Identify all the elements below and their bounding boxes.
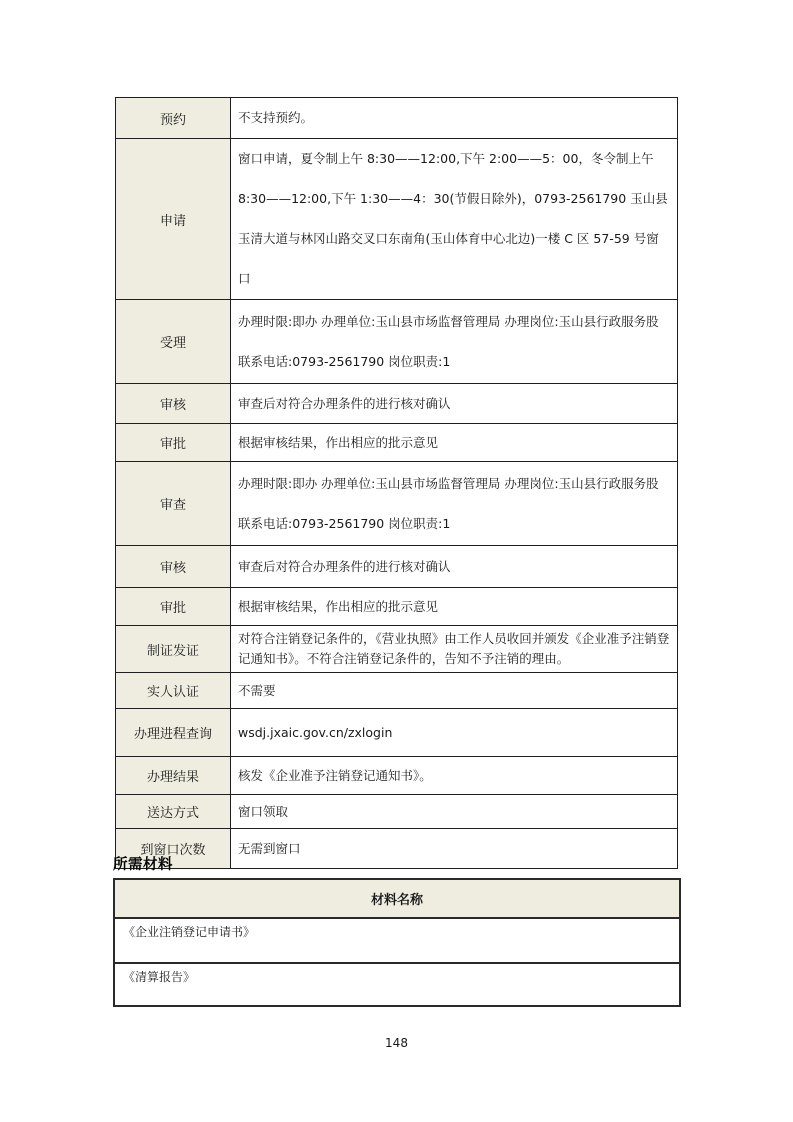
materials-heading: 所需材料 <box>113 857 173 873</box>
table-row <box>116 794 677 828</box>
row-value <box>231 757 677 794</box>
row-value-text: 办理时限:即办 办理单位:玉山县市场监督管理局 办理岗位:玉山县行政服务股 联系电话:0793-2561790 岗位职责:1 <box>238 313 659 369</box>
row-label <box>116 384 231 423</box>
row-label-text: 审查 <box>159 498 186 513</box>
row-value-text: 审查后对符合办理条件的进行核对确认 <box>238 558 451 574</box>
table-row <box>116 672 677 708</box>
row-label-text: 审批 <box>159 601 186 616</box>
row-value <box>231 424 677 461</box>
row-value-text: 办理时限:即办 办理单位:玉山县市场监督管理局 办理岗位:玉山县行政服务股 联系电话:0793-2561790 岗位职责:1 <box>238 475 659 531</box>
row-label-text: 审核 <box>159 398 186 413</box>
table-row <box>116 756 677 794</box>
row-label <box>116 424 231 461</box>
row-value <box>231 462 677 545</box>
row-value <box>231 384 677 423</box>
row-value-text: wsdj.jxaic.gov.cn/zxlogin <box>238 724 393 740</box>
row-label-text: 办理进程查询 <box>133 727 212 742</box>
row-label-text: 到窗口次数 <box>140 843 206 858</box>
table-row <box>116 138 677 299</box>
row-value-text: 不需要 <box>238 682 276 698</box>
row-value-text: 无需到窗口 <box>238 840 301 856</box>
row-label-text: 受理 <box>159 336 186 351</box>
table-row <box>116 383 677 423</box>
row-value-text: 对符合注销登记条件的，《营业执照》由工作人员收回并颁发《企业准予注销登记通知书》。不符合注销登记条件的，告知不予注销的理由。 <box>238 631 670 666</box>
row-label <box>116 98 231 138</box>
materials-column-header: 材料名称 <box>115 880 679 919</box>
row-label-text: 办理结果 <box>146 770 199 785</box>
row-value <box>231 709 677 756</box>
row-value-text: 核发《企业准予注销登记通知书》。 <box>238 767 432 783</box>
row-label-text: 送达方式 <box>146 806 199 821</box>
material-item: 《企业注销登记申请书》 <box>123 925 256 939</box>
row-label <box>116 546 231 587</box>
row-value-text: 审查后对符合办理条件的进行核对确认 <box>238 395 451 411</box>
row-value <box>231 300 677 383</box>
row-label <box>116 462 231 545</box>
table-row <box>116 587 677 625</box>
row-value-text: 根据审核结果，作出相应的批示意见 <box>238 434 439 450</box>
table-row <box>116 461 677 545</box>
row-label-text: 申请 <box>159 213 186 229</box>
row-value <box>231 546 677 587</box>
row-label <box>116 673 231 708</box>
row-value-text: 窗口领取 <box>238 803 289 819</box>
row-value <box>231 673 677 708</box>
page-number: 148 <box>385 1036 408 1050</box>
materials-section <box>113 853 681 1007</box>
row-label-text: 实人认证 <box>146 685 199 700</box>
row-label <box>116 139 231 299</box>
row-value <box>231 588 677 625</box>
table-row <box>116 625 677 672</box>
row-value-text: 窗口申请，夏令制上午 8:30——12:00,下午 2:00——5：00，冬令制上午 8:30——12:00,下午 1:30——4：30(节假日除外)，0793-2561790 玉山县玉清大道与林冈山路交叉口东南角(玉山体育中心北边)一楼 C 区 57-59 号窗口 <box>238 151 668 286</box>
row-label-text: 审批 <box>159 437 186 452</box>
material-item: 《清算报告》 <box>115 962 679 1005</box>
row-label <box>116 757 231 794</box>
row-label <box>116 588 231 625</box>
table-row <box>116 299 677 383</box>
row-label <box>116 709 231 756</box>
row-value <box>231 626 677 672</box>
row-value-text: 不支持预约。 <box>238 110 314 125</box>
row-value <box>231 795 677 828</box>
table-row <box>116 545 677 587</box>
table-row <box>116 708 677 756</box>
table-row <box>116 98 677 138</box>
table-row <box>116 423 677 461</box>
materials-table <box>113 878 681 1007</box>
row-label-text: 制证发证 <box>146 643 199 659</box>
row-label <box>116 795 231 828</box>
row-label <box>116 626 231 672</box>
row-value <box>231 98 677 138</box>
row-label-text: 审核 <box>159 561 186 576</box>
row-value <box>231 139 677 299</box>
row-value-text: 根据审核结果，作出相应的批示意见 <box>238 598 439 614</box>
row-label <box>116 300 231 383</box>
process-table <box>115 97 678 869</box>
row-label-text: 预约 <box>159 112 186 128</box>
